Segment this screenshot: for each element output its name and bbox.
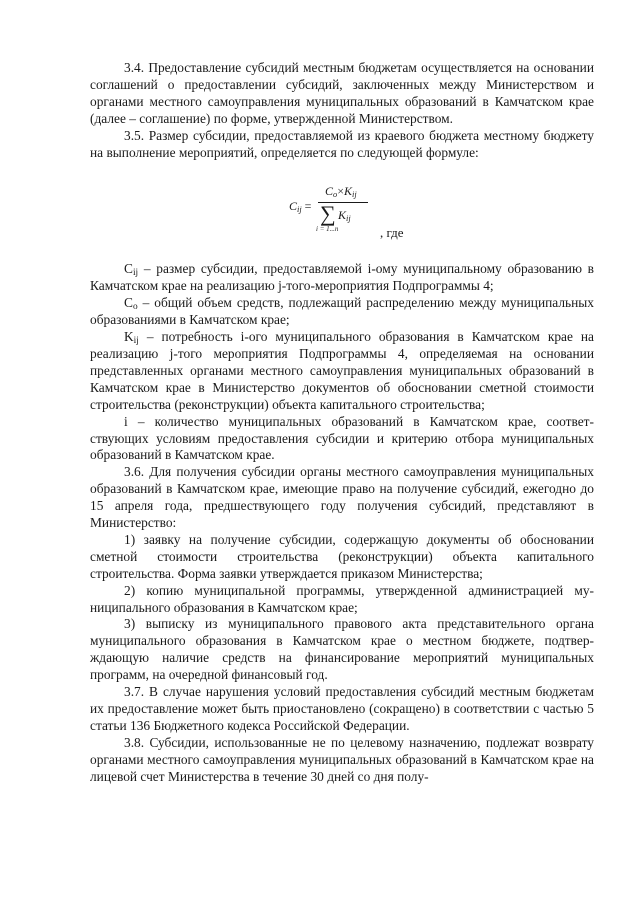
paragraph-3-6: 3.6. Для получения субсидии органы местного самоуправления муниципальных образований в Камчатском крае, имеющие право на получение субсидий, ежегодно до 15 апреля года, предшествующего году получения субсидий, представляют в Министерство: [90, 464, 594, 531]
paragraph-3-4: 3.4. Предоставление субсидий местным бюджетам осуществляется на основании соглашений о предоставлении субсидий, заключенных между Министерством и органами местного самоуправления муниципальных образований в Камчатском крае (далее – соглашение) по форме, утвержденной Министерством. [90, 60, 594, 126]
formula-numerator: $C_o\times K_{ij}$ [325, 184, 357, 200]
definition-i: i – количество муниципальных образований в Камчатском крае, соответствующих условиям предоставления субсидии и критерию отбора муниципальных образований в Камчатском крае. [90, 413, 594, 463]
definition-co: $C_o$ – общий объем средств, подлежащий распределению между муниципальных образованиями в Камчатском крае; [90, 295, 594, 328]
formula-lhs: $C_{ij}$ = [289, 199, 312, 215]
formula-where: , где [380, 225, 404, 241]
definition-kij: $K_{ij}$ – потребность i-ого муниципального образования в Камчатском крае на реализацию j-того мероприятия Подпрограммы 4, определяемая на основании представленных органами местного самоуправления муниципальных образований в Камчатском крае в Министерство документов об обосновании сметной стоимости строительства (реконструкции) объекта капитального строительства; [90, 329, 594, 412]
paragraph-item-2: 2) копию муниципальной программы, утвержденной администрацией муниципального образования в Камчатском крае; [90, 582, 594, 615]
sigma-symbol: ∑ [320, 201, 336, 227]
paragraph-item-1: 1) заявку на получение субсидии, содержащую документы об обосновании сметной стоимости строительства (реконструкции) объекта капитального строительства. Форма заявки утверждается приказом Министерства; [90, 531, 594, 581]
paragraph-3-5: 3.5. Размер субсидии, предоставляемой из краевого бюджета местному бюджету на выполнение мероприятий, определяется по следующей формуле: [90, 127, 594, 160]
subsidy-formula [90, 181, 594, 241]
paragraph-3-8: 3.8. Субсидии, использованные не по целевому назначению, подлежат возврату органами местного самоуправления муниципальных образований в Камчатском крае на лицевой счет Министерства в течение 30 дней со дня полу- [90, 734, 594, 784]
paragraph-item-3: 3) выписку из муниципального правового акта представительного органа муниципального образования в Камчатском крае о местном бюджете, подтверждающую наличие средств на финансирование мероприятий муниципальных программ, на очередной финансовый год. [90, 616, 594, 683]
paragraph-3-7: 3.7. В случае нарушения условий предоставления субсидий местным бюджетам их предоставление может быть приостановлено (сокращено) в соответствии с частью 5 статьи 136 Бюджетного кодекса Российской Федерации. [90, 684, 594, 733]
definitions-list [90, 261, 594, 464]
sum-range: i = 1...n [316, 225, 339, 234]
formula-denominator: $K_{ij}$ [338, 208, 351, 224]
definition-cij: $C_{ij}$ – размер субсидии, предоставляемой i-ому муниципальному образованию в Камчатском крае на реализацию j-того-мероприятия Подпрограммы 4; [90, 261, 594, 294]
